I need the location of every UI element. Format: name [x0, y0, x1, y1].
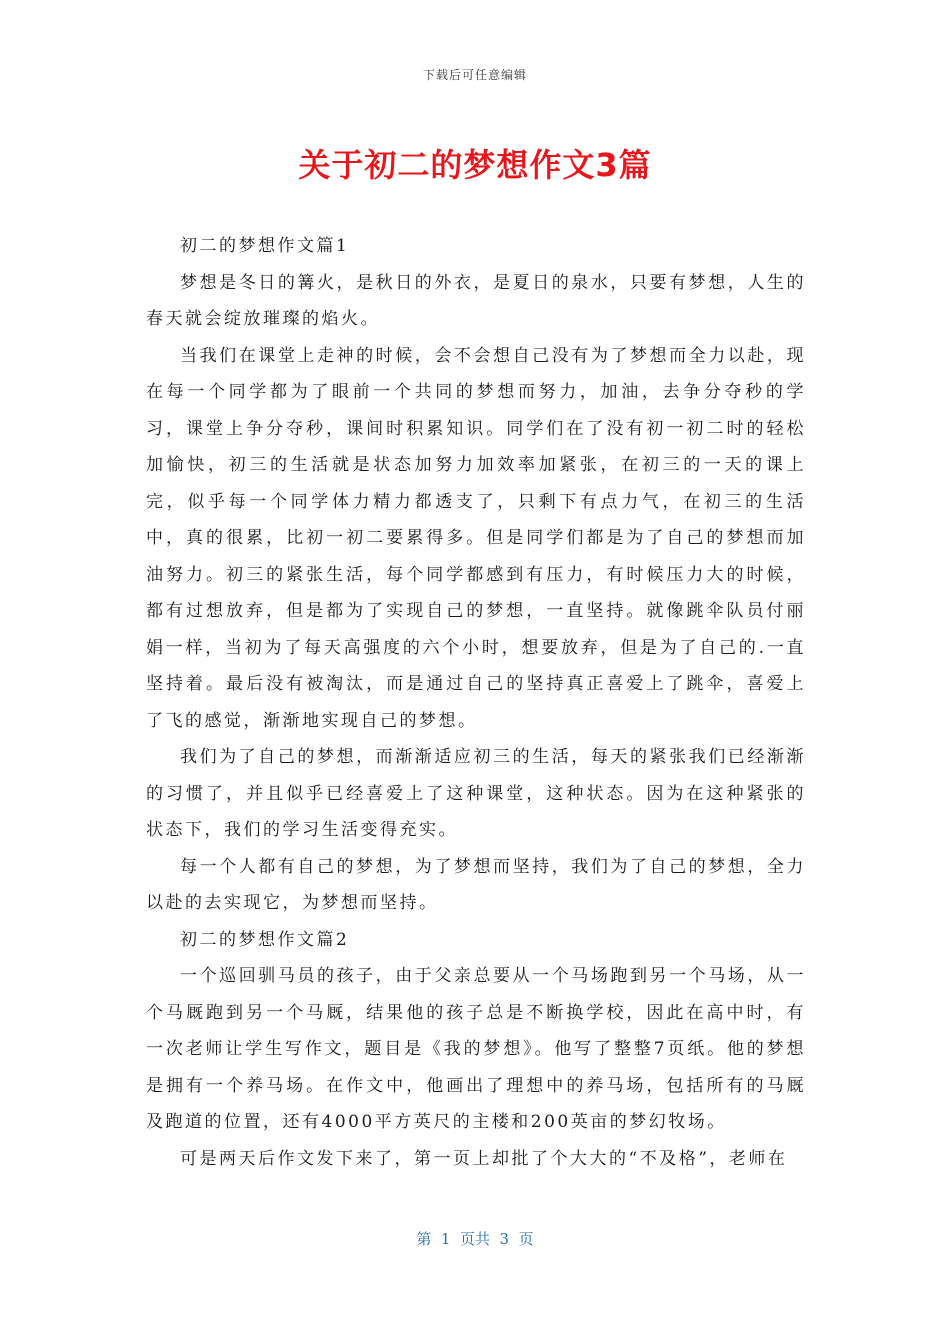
paragraph: 可是两天后作文发下来了，第一页上却批了个大大的“不及格”，老师在: [180, 1148, 788, 1169]
paragraph: 每一个人都有自己的梦想，为了梦想而坚持，我们为了自己的梦想，全力以赴的去实现它，为梦想而坚持。: [146, 856, 806, 913]
section-heading-2: 初二的梦想作文篇2: [180, 929, 350, 950]
paragraph: 我们为了自己的梦想，而渐渐适应初三的生活，每天的紧张我们已经渐渐的习惯了，并且似乎已经喜爱上了这种课堂，这种状态。因为在这种紧张的状态下，我们的学习生活变得充实。: [146, 747, 806, 840]
document-body: [146, 228, 806, 1177]
section-heading-1: 初二的梦想作文篇1: [180, 236, 350, 256]
document-title: 关于初二的梦想作文3篇: [298, 146, 652, 184]
header-note: 下载后可任意编辑: [422, 68, 527, 82]
paragraph: 一个巡回驯马员的孩子，由于父亲总要从一个马场跑到另一个马场，从一个马厩跑到另一个马厩，结果他的孩子总是不断换学校，因此在高中时，有一次老师让学生写作文，题目是《我的梦想》。他写了整整7页纸。他的梦想是拥有一个养马场。在作文中，他画出了理想中的养马场，包括所有的马厩及跑道的位置，还有4000平方英尺的主楼和200英亩的梦幻牧场。: [146, 966, 806, 1132]
page-number-footer: 第 1 页共 3 页: [416, 1230, 534, 1248]
paragraph: 当我们在课堂上走神的时候，会不会想自己没有为了梦想而全力以赴，现在每一个同学都为了眼前一个共同的梦想而努力，加油，去争分夺秒的学习，课堂上争分夺秒，课间时积累知识。同学们在了没有初一初二时的轻松加愉快，初三的生活就是状态加努力加效率加紧张，在初三的一天的课上完，似乎每一个同学体力精力都透支了，只剩下有点力气，在初三的生活中，真的很累，比初一初二要累得多。但是同学们都是为了自己的梦想而加油努力。初三的紧张生活，每个同学都感到有压力，有时候压力大的时候，都有过想放弃，但是都为了实现自己的梦想，一直坚持。就像跳伞队员付丽娟一样，当初为了每天高强度的六个小时，想要放弃，但是为了自己的.一直坚持着。最后没有被淘汰，而是通过自己的坚持真正喜爱上了跳伞，喜爱上了飞的感觉，渐渐地实现自己的梦想。: [146, 345, 806, 731]
paragraph: 梦想是冬日的篝火，是秋日的外衣，是夏日的泉水，只要有梦想，人生的春天就会绽放璀璨的焰火。: [146, 272, 806, 329]
